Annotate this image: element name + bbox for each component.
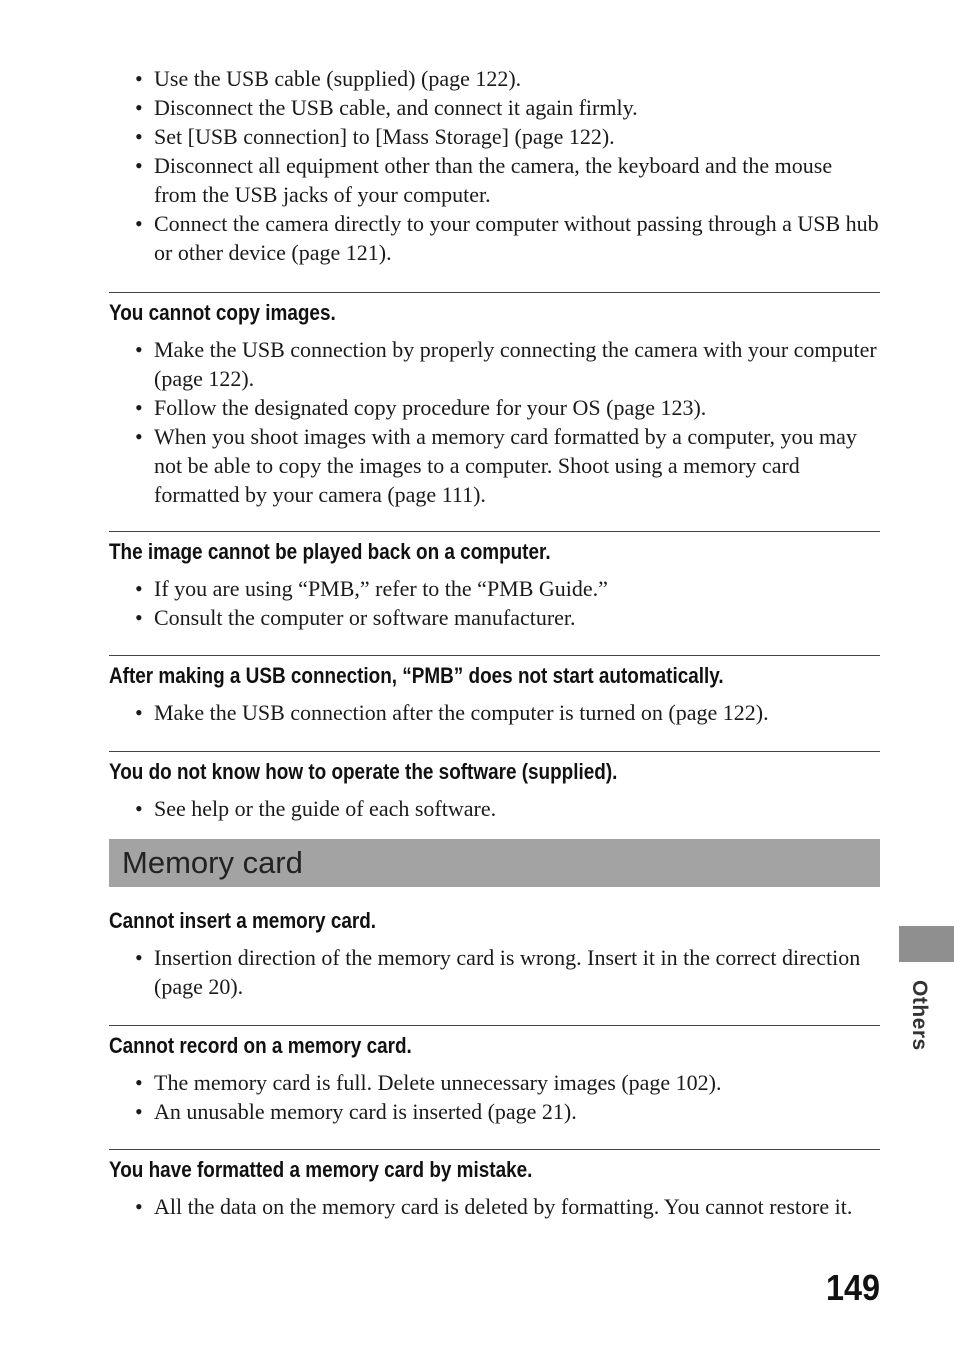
section-title-memory-card: Memory card <box>109 839 880 887</box>
issue-heading: Cannot insert a memory card. <box>109 908 377 933</box>
issue-cannot-record-card <box>109 1025 880 1149</box>
list-item: • The memory card is full. Delete unnecessary images (page 102). <box>109 1068 880 1097</box>
issue-cannot-copy <box>109 292 880 531</box>
issue-heading: Cannot record on a memory card. <box>109 1033 412 1058</box>
issue-bullet-list <box>109 335 880 509</box>
list-item: • Insertion direction of the memory card is wrong. Insert it in the correct direction (page 20). <box>109 943 880 1001</box>
intro-bullet-list <box>109 64 880 292</box>
list-item: • If you are using “PMB,” refer to the “PMB Guide.” <box>109 574 880 603</box>
issue-heading: You have formatted a memory card by mistake. <box>109 1157 533 1182</box>
issue-bullet-list <box>109 1068 880 1126</box>
issue-cannot-insert-card <box>109 901 880 1025</box>
issue-bullet-list <box>109 943 880 1001</box>
issue-heading: You cannot copy images. <box>109 300 336 325</box>
chapter-tab-marker <box>899 926 954 962</box>
issue-bullet-list <box>109 574 880 632</box>
list-item: • Disconnect all equipment other than the camera, the keyboard and the mouse from the USB jacks of your computer. <box>109 151 880 209</box>
list-item: • When you shoot images with a memory card formatted by a computer, you may not be able to copy the images to a computer. Shoot using a memory card formatted by your camera (page 111). <box>109 422 880 509</box>
issue-software-operation <box>109 751 880 823</box>
chapter-tab-text: Others <box>908 980 931 1051</box>
list-item: • Disconnect the USB cable, and connect it again firmly. <box>109 93 880 122</box>
list-item: • Follow the designated copy procedure for your OS (page 123). <box>109 393 880 422</box>
chapter-tab-label <box>907 980 937 1052</box>
issue-bullet-list <box>109 1192 880 1221</box>
issue-bullet-list <box>109 698 880 727</box>
list-item: • Make the USB connection by properly connecting the camera with your computer (page 122). <box>109 335 880 393</box>
list-item: • Use the USB cable (supplied) (page 122). <box>109 64 880 93</box>
issue-heading: After making a USB connection, “PMB” does not start automatically. <box>109 663 724 688</box>
list-item: • All the data on the memory card is deleted by formatting. You cannot restore it. <box>109 1192 880 1221</box>
issue-cannot-play-back <box>109 531 880 655</box>
issue-pmb-no-start <box>109 655 880 751</box>
list-item: • Make the USB connection after the computer is turned on (page 122). <box>109 698 880 727</box>
list-item: • Consult the computer or software manufacturer. <box>109 603 880 632</box>
issue-bullet-list <box>109 794 880 823</box>
issue-heading: The image cannot be played back on a computer. <box>109 539 551 564</box>
list-item: • An unusable memory card is inserted (page 21). <box>109 1097 880 1126</box>
list-item: • Connect the camera directly to your computer without passing through a USB hub or other device (page 121). <box>109 209 880 267</box>
list-item: • See help or the guide of each software. <box>109 794 880 823</box>
issue-heading: You do not know how to operate the software (supplied). <box>109 759 618 784</box>
page-content <box>109 64 880 1221</box>
list-item: • Set [USB connection] to [Mass Storage] (page 122). <box>109 122 880 151</box>
issue-formatted-by-mistake <box>109 1149 880 1221</box>
page-number: 149 <box>825 1267 880 1308</box>
